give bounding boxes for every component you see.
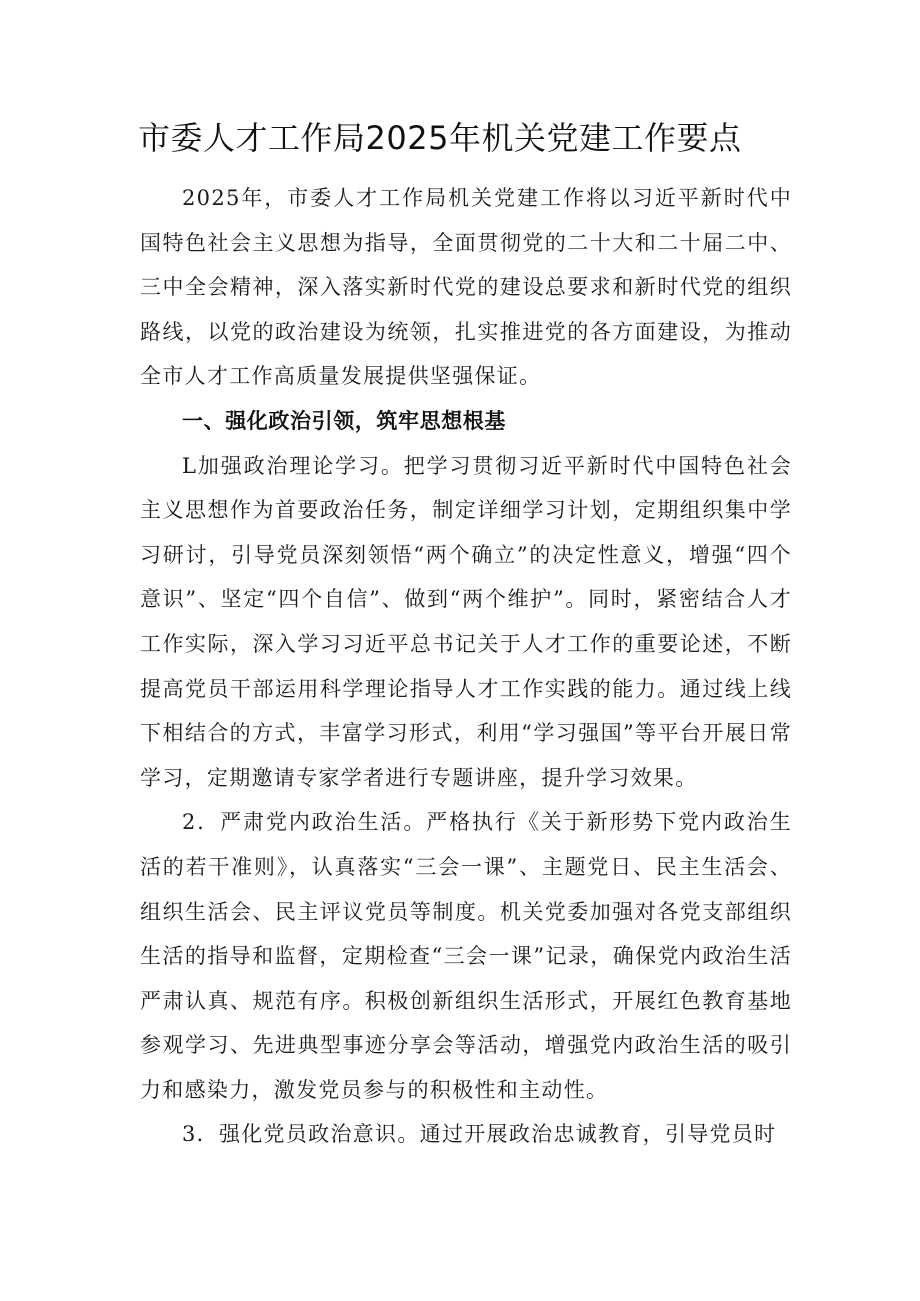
document-title: 市委人才工作局2025年机关党建工作要点 xyxy=(138,119,742,157)
intro-paragraph: 2025年，市委人才工作局机关党建工作将以习近平新时代中国特色社会主义思想为指导，全面贯彻党的二十大和二十届二中、三中全会精神，深入落实新时代党的建设总要求和新时代党的组织路线，以党的政治建设为统领，扎实推进党的各方面建设，为推动全市人才工作高质量发展提供坚强保证。 xyxy=(140,186,792,389)
section-1-item-1: L加强政治理论学习。把学习贯彻习近平新时代中国特色社会主义思想作为首要政治任务，制定详细学习计划，定期组织集中学习研讨，引导党员深刻领悟“两个确立”的决定性意义，增强“四个意识”、坚定“四个自信”、做到“两个维护”。同时，紧密结合人才工作实际，深入学习习近平总书记关于人才工作的重要论述，不断提高党员干部运用科学理论指导人才工作实践的能力。通过线上线下相结合的方式，丰富学习形式，利用“学习强国”等平台开展日常学习，定期邀请专家学者进行专题讲座，提升学习效果。 xyxy=(140,453,792,790)
section-1-item-2: 2．严肃党内政治生活。严格执行《关于新形势下党内政治生活的若干准则》，认真落实“三会一课”、主题党日、民主生活会、组织生活会、民主评议党员等制度。机关党委加强对各党支部组织生活的指导和监督，定期检查“三会一课”记录，确保党内政治生活严肃认真、规范有序。积极创新组织生活形式，开展红色教育基地参观学习、先进典型事迹分享会等活动，增强党内政治生活的吸引力和感染力，激发党员参与的积极性和主动性。 xyxy=(140,810,792,1102)
document-body xyxy=(140,176,792,1157)
section-heading-1: 一、强化政治引领，筑牢思想根基 xyxy=(182,408,506,433)
section-1-item-3: 3．强化党员政治意识。通过开展政治忠诚教育，引导党员时 xyxy=(182,1122,777,1147)
